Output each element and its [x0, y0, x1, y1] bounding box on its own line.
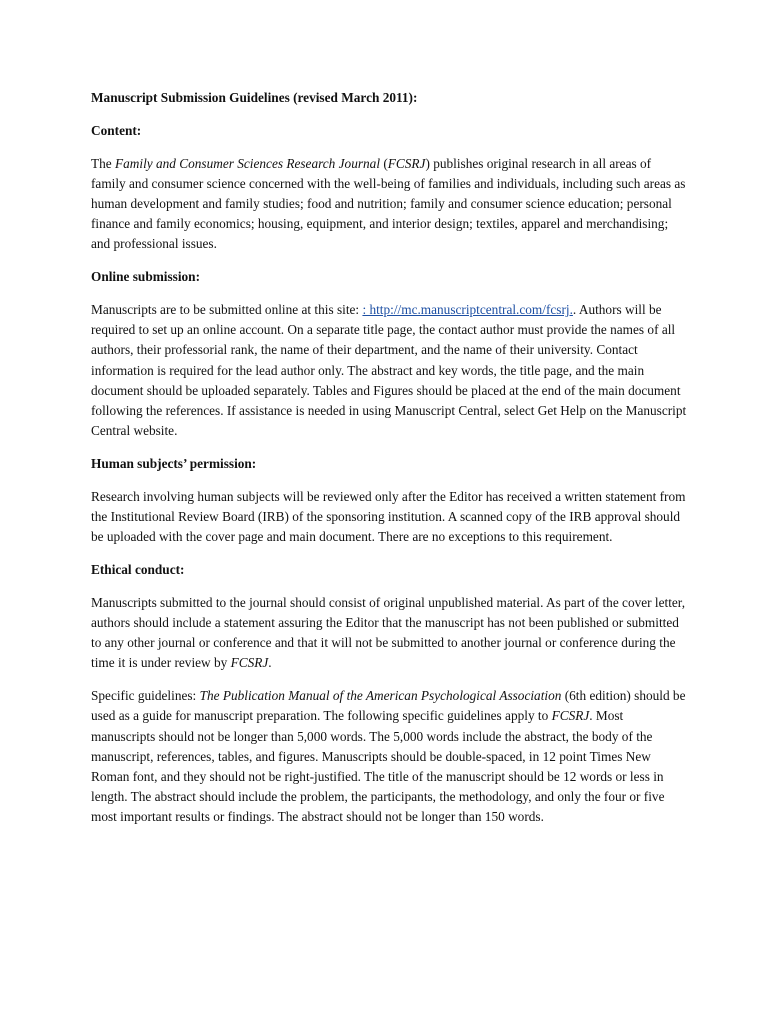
section-heading-ethical-conduct: Ethical conduct:	[91, 562, 185, 578]
content-text-paren-open: (	[380, 155, 388, 171]
document-page	[91, 88, 689, 840]
specific-guidelines-text-end: . Most manuscripts should not be longer than 5,000 words. The 5,000 words include the abstract, the body of the manuscript, references, tables, and figures. Manuscripts should be double-spaced, in 12 point Times New Roman font, and they should not be right-justified. The title of the manuscript should be 12 words or less in length. The abstract should include the problem, the participants, the methodology, and only the four or five most important results or findings. The abstract should not be longer than 150 words.	[91, 708, 665, 825]
online-submission-text-start: Manuscripts are to be submitted online at this site:	[91, 302, 363, 317]
ethical-conduct-text-end: .	[268, 655, 272, 671]
ethical-conduct-text: Manuscripts submitted to the journal should consist of original unpublished material. As part of the cover letter, authors should include a statement assuring the Editor that the manuscript has not been published or submitted to any other journal or conference and that it will not be submitted to another journal or conference during the time it is under review by	[91, 594, 686, 671]
ethical-conduct-paragraph	[91, 593, 689, 674]
journal-abbreviation: FCSRJ	[387, 155, 426, 171]
document-title: Manuscript Submission Guidelines (revised March 2011):	[91, 90, 418, 105]
section-heading-content: Content:	[91, 122, 142, 138]
specific-guidelines-text: (6th edition) should be used as a guide for manuscript preparation. The following specific guidelines apply to	[91, 688, 686, 724]
online-submission-text-end: . Authors will be required to set up an online account. On a separate title page, the contact author must provide the names of all authors, their professorial rank, the name of their department, and the name of their university. Contact information is required for the lead author only. The abstract and key words, the title page, and the main document should be uploaded separately. Tables and Figures should be placed at the end of the main document following the references. If assistance is needed in using Manuscript Central, select Get Help on the Manuscript Central website.	[91, 302, 687, 439]
online-submission-paragraph	[91, 300, 689, 441]
section-heading-human-subjects: Human subjects’ permission:	[91, 456, 257, 472]
content-text-end: ) publishes original research in all areas of family and consumer science concerned with the well-being of families and individuals, including such areas as human development and family studies; food and nutrition; family and consumer science education; personal finance and family economics; housing, equipment, and interior design; textiles, apparel and merchandising; and professional issues.	[91, 155, 686, 252]
content-paragraph	[91, 154, 689, 255]
content-text-start: The	[91, 155, 115, 171]
manuscript-central-link[interactable]: : http://mc.manuscriptcentral.com/fcsrj.	[362, 302, 573, 317]
journal-abbreviation: FCSRJ	[551, 708, 590, 724]
section-heading-online-submission: Online submission:	[91, 269, 200, 285]
journal-abbreviation: FCSRJ	[230, 655, 269, 671]
journal-name: Family and Consumer Sciences Research Journal	[115, 155, 381, 171]
specific-guidelines-paragraph	[91, 686, 689, 827]
human-subjects-paragraph: Research involving human subjects will be reviewed only after the Editor has received a written statement from the Institutional Review Board (IRB) of the sponsoring institution. A scanned copy of the IRB approval should be uploaded with the cover page and main document. There are no exceptions to this requirement.	[91, 488, 686, 545]
apa-manual-title: The Publication Manual of the American Psychological Association	[199, 688, 562, 704]
specific-guidelines-label: Specific guidelines:	[91, 688, 200, 704]
